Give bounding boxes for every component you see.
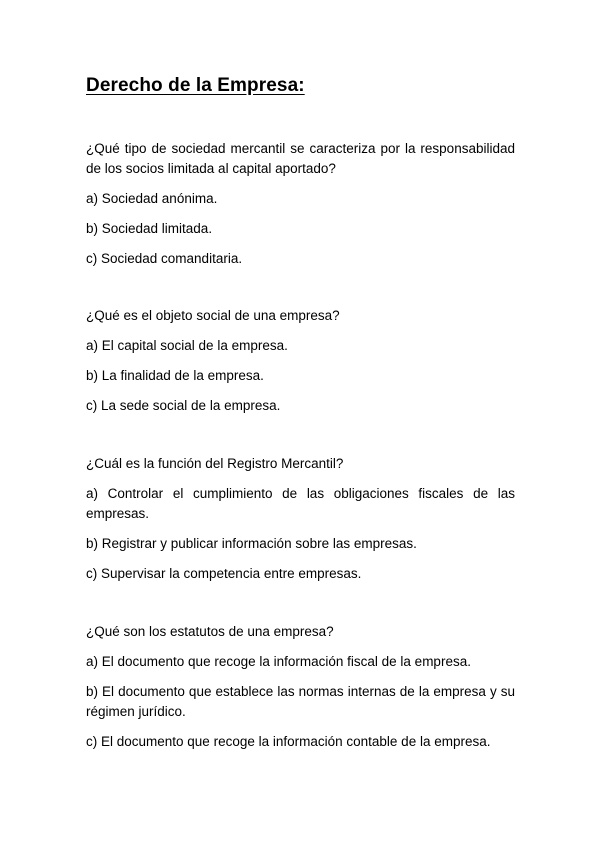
answer-option-a: a) El capital social de la empresa.: [86, 338, 288, 353]
answer-option-b: b) Sociedad limitada.: [86, 221, 213, 236]
answer-option-a: a) Controlar el cumplimiento de las obligaciones fiscales de las empresas.: [86, 486, 515, 521]
question-text: ¿Qué son los estatutos de una empresa?: [86, 624, 334, 639]
question-text: ¿Qué tipo de sociedad mercantil se caracteriza por la responsabilidad de los socios limitada al capital aportado?: [86, 141, 515, 176]
answer-option-b: b) Registrar y publicar información sobre las empresas.: [86, 536, 417, 551]
question-text: ¿Qué es el objeto social de una empresa?: [86, 308, 340, 323]
answer-option-c: c) Supervisar la competencia entre empresas.: [86, 566, 362, 581]
answer-option-c: c) Sociedad comanditaria.: [86, 251, 243, 266]
question-block-2: [86, 306, 515, 426]
answer-option-b: b) El documento que establece las normas internas de la empresa y su régimen jurídico.: [86, 684, 515, 719]
question-block-1: [86, 139, 515, 279]
answer-option-c: c) La sede social de la empresa.: [86, 398, 281, 413]
answer-option-a: a) El documento que recoge la información fiscal de la empresa.: [86, 654, 471, 669]
answer-option-c: c) El documento que recoge la información contable de la empresa.: [86, 734, 491, 749]
question-block-4: [86, 622, 515, 762]
question-text: ¿Cuál es la función del Registro Mercantil?: [86, 456, 344, 471]
page-title: Derecho de la Empresa:: [86, 75, 305, 96]
answer-option-a: a) Sociedad anónima.: [86, 191, 218, 206]
question-block-3: [86, 454, 515, 594]
answer-option-b: b) La finalidad de la empresa.: [86, 368, 264, 383]
